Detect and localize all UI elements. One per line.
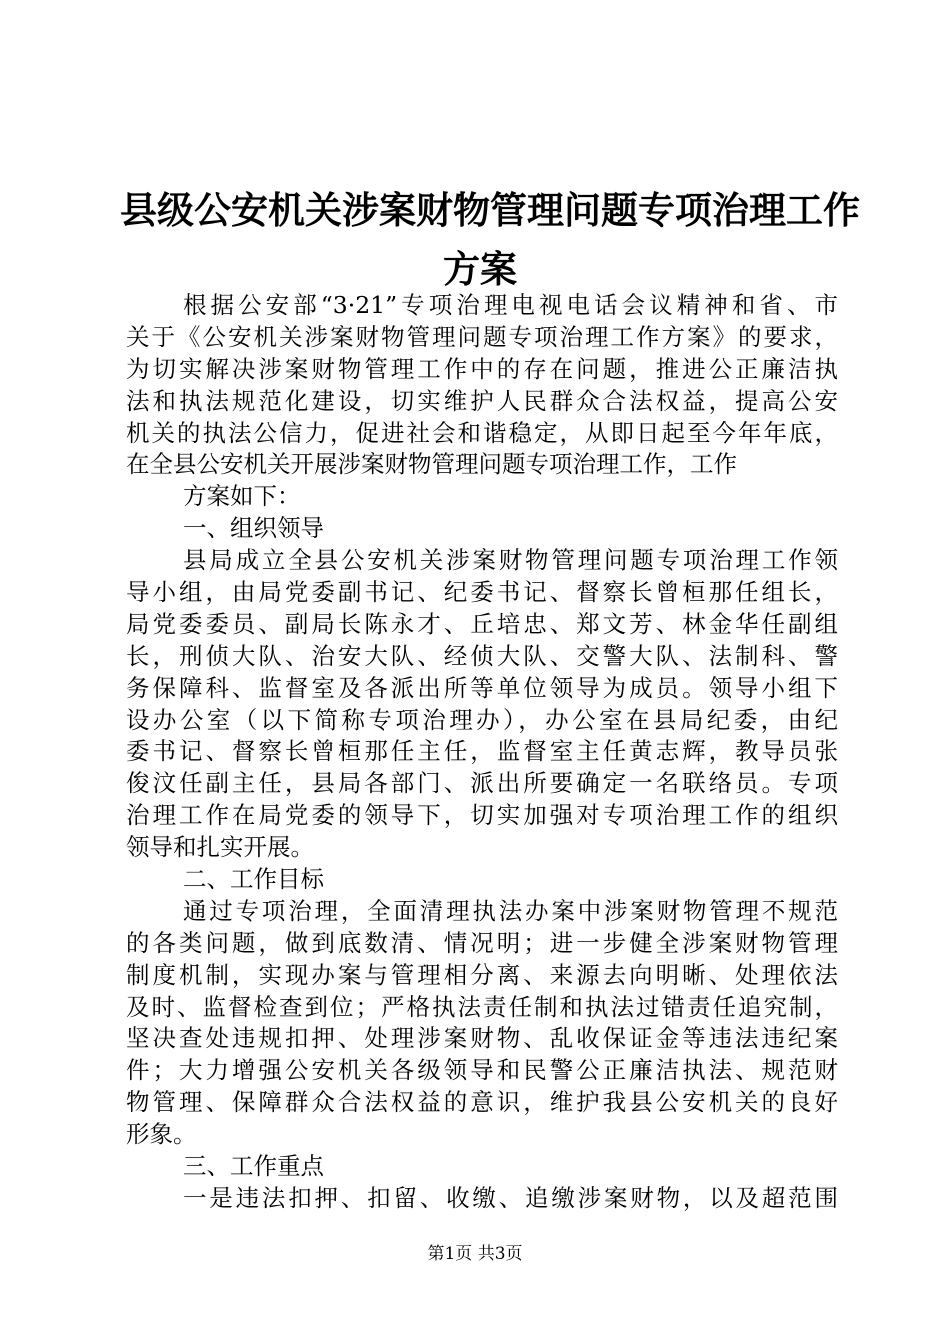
- body-line: 制度机制，实现办案与管理相分离、来源去向明晰、处理依法: [126, 960, 838, 989]
- body-line: 导小组，由局党委副书记、纪委书记、督察长曾桓那任组长，: [126, 578, 838, 607]
- body-line: 通过专项治理，全面清理执法办案中涉案财物管理不规范: [183, 896, 838, 925]
- body-line: 法和执法规范化建设，切实维护人民群众合法权益，提高公安: [126, 386, 838, 415]
- document-body: [126, 290, 838, 1215]
- body-line: 务保障科、监督室及各派出所等单位领导为成员。领导小组下: [126, 673, 838, 702]
- body-line: 俊汶任副主任，县局各部门、派出所要确定一名联络员。专项: [126, 769, 838, 798]
- body-line: 为切实解决涉案财物管理工作中的存在问题，推进公正廉洁执: [126, 354, 838, 383]
- body-line: 物管理、保障群众合法权益的意识，维护我县公安机关的良好: [126, 1088, 838, 1117]
- body-line: 形象。: [126, 1120, 197, 1149]
- body-line: 及时、监督检查到位；严格执法责任制和执法过错责任追究制，: [126, 992, 838, 1021]
- body-line: 治理工作在局党委的领导下，切实加强对专项治理工作的组织: [126, 801, 838, 830]
- body-line: 根据公安部“3·21”专项治理电视电话会议精神和省、市: [183, 291, 838, 319]
- body-line: 委书记、督察长曾桓那任主任，监督室主任黄志辉，教导员张: [126, 737, 838, 766]
- body-line: 一、组织领导: [183, 514, 324, 543]
- body-line: 三、工作重点: [183, 1152, 324, 1181]
- body-line: 长，刑侦大队、治安大队、经侦大队、交警大队、法制科、警: [126, 641, 838, 670]
- page-number-footer: 第1页 共3页: [427, 1244, 523, 1264]
- body-line: 局党委委员、副局长陈永才、丘培忠、郑文芳、林金华任副组: [126, 609, 838, 638]
- body-line: 机关的执法公信力，促进社会和谐稳定，从即日起至今年年底，: [126, 418, 838, 447]
- body-line: 坚决查处违规扣押、处理涉案财物、乱收保证金等违法违纪案: [126, 1024, 838, 1053]
- document-title-line-1: 县级公安机关涉案财物管理问题专项治理工作: [120, 189, 860, 232]
- body-line: 二、工作目标: [183, 865, 324, 894]
- body-line: 关于《公安机关涉案财物管理问题专项治理工作方案》的要求，: [126, 322, 838, 351]
- body-line: 在全县公安机关开展涉案财物管理问题专项治理工作，工作: [126, 450, 737, 479]
- body-line: 件；大力增强公安机关各级领导和民警公正廉洁执法、规范财: [126, 1056, 838, 1085]
- body-line: 设办公室（以下简称专项治理办），办公室在县局纪委，由纪: [126, 705, 838, 734]
- body-line: 一是违法扣押、扣留、收缴、追缴涉案财物，以及超范围: [183, 1183, 838, 1212]
- body-line: 的各类问题，做到底数清、情况明；进一步健全涉案财物管理: [126, 928, 838, 957]
- body-line: 方案如下：: [183, 482, 301, 511]
- document-title-line-2: 方案: [443, 248, 517, 291]
- body-line: 县局成立全县公安机关涉案财物管理问题专项治理工作领: [183, 546, 838, 575]
- body-line: 领导和扎实开展。: [126, 833, 314, 862]
